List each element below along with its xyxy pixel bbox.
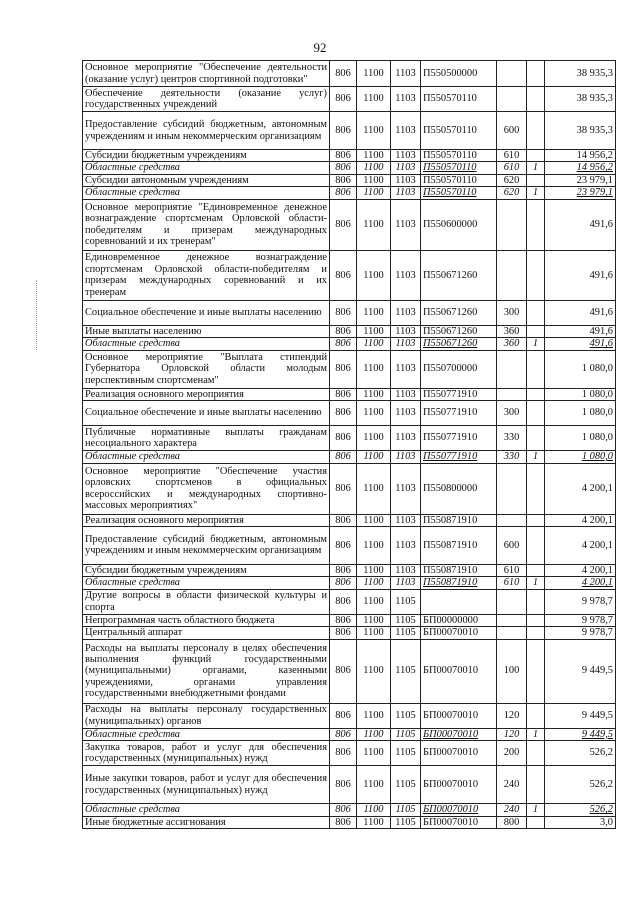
target-article-cell: П550570110 <box>421 174 497 186</box>
section-code-cell: 1100 <box>357 250 391 300</box>
row-name-cell: Закупка товаров, работ и услуг для обеспечения государственных (муниципальных) нужд <box>83 741 330 766</box>
ministry-code-cell: 806 <box>330 61 357 87</box>
subsection-code-cell: 1103 <box>391 564 421 576</box>
row-name-cell: Расходы на выплаты персоналу государственных (муниципальных) органов <box>83 703 330 728</box>
amount-cell: 9 978,7 <box>545 614 616 626</box>
funding-source-cell <box>527 703 545 728</box>
subsection-code-cell: 1103 <box>391 388 421 400</box>
target-article-cell: П550600000 <box>421 199 497 250</box>
row-name-cell: Социальное обеспечение и иные выплаты населению <box>83 300 330 325</box>
table-row <box>83 703 616 728</box>
row-name-cell: Субсидии бюджетным учреждениям <box>83 564 330 576</box>
row-name-cell: Областные средства <box>83 577 330 589</box>
ministry-code-cell: 806 <box>330 816 357 828</box>
expense-type-cell <box>497 627 527 639</box>
row-name-cell: Иные закупки товаров, работ и услуг для обеспечения государственных (муниципальных) нужд <box>83 766 330 804</box>
section-code-cell: 1100 <box>357 325 391 337</box>
funding-source-cell <box>527 816 545 828</box>
funding-source-cell <box>527 174 545 186</box>
subsection-code-cell: 1103 <box>391 401 421 426</box>
amount-cell: 4 200,1 <box>545 577 616 589</box>
row-name-cell: Другие вопросы в области физической культуры и спорта <box>83 589 330 614</box>
amount-cell: 491,6 <box>545 325 616 337</box>
target-article-cell: П550671260 <box>421 300 497 325</box>
ministry-code-cell: 806 <box>330 338 357 350</box>
row-name-cell: Обеспечение деятельности (оказание услуг) государственных учреждений <box>83 87 330 112</box>
funding-source-cell: 1 <box>527 162 545 174</box>
amount-cell: 4 200,1 <box>545 564 616 576</box>
table-row <box>83 627 616 639</box>
ministry-code-cell: 806 <box>330 150 357 162</box>
target-article-cell: П550500000 <box>421 61 497 87</box>
ministry-code-cell: 806 <box>330 741 357 766</box>
subsection-code-cell: 1103 <box>391 350 421 388</box>
expense-type-cell: 610 <box>497 564 527 576</box>
ministry-code-cell: 806 <box>330 614 357 626</box>
section-code-cell: 1100 <box>357 150 391 162</box>
row-name-cell: Реализация основного мероприятия <box>83 388 330 400</box>
amount-cell: 1 080,0 <box>545 388 616 400</box>
expense-type-cell: 330 <box>497 451 527 463</box>
row-name-cell: Непрограммная часть областного бюджета <box>83 614 330 626</box>
ministry-code-cell: 806 <box>330 804 357 816</box>
amount-cell: 9 449,5 <box>545 703 616 728</box>
expense-type-cell <box>497 61 527 87</box>
row-name-cell: Иные выплаты населению <box>83 325 330 337</box>
table-row <box>83 87 616 112</box>
table-row <box>83 577 616 589</box>
ministry-code-cell: 806 <box>330 199 357 250</box>
subsection-code-cell: 1105 <box>391 703 421 728</box>
target-article-cell: П550771910 <box>421 401 497 426</box>
table-row <box>83 426 616 451</box>
table-row <box>83 614 616 626</box>
funding-source-cell <box>527 639 545 703</box>
subsection-code-cell: 1103 <box>391 300 421 325</box>
target-article-cell: БП00070010 <box>421 804 497 816</box>
expense-type-cell <box>497 514 527 526</box>
subsection-code-cell: 1103 <box>391 162 421 174</box>
table-row <box>83 162 616 174</box>
funding-source-cell <box>527 325 545 337</box>
expense-type-cell <box>497 87 527 112</box>
amount-cell: 4 200,1 <box>545 526 616 564</box>
target-article-cell <box>421 589 497 614</box>
row-name-cell: Центральный аппарат <box>83 627 330 639</box>
ministry-code-cell: 806 <box>330 162 357 174</box>
section-code-cell: 1100 <box>357 401 391 426</box>
row-name-cell: Основное мероприятие "Обеспечение деятельности (оказание услуг) центров спортивной подготовки" <box>83 61 330 87</box>
ministry-code-cell: 806 <box>330 87 357 112</box>
target-article-cell: БП00070010 <box>421 766 497 804</box>
subsection-code-cell: 1103 <box>391 112 421 150</box>
target-article-cell: БП00070010 <box>421 741 497 766</box>
ministry-code-cell: 806 <box>330 639 357 703</box>
expense-type-cell: 200 <box>497 741 527 766</box>
section-code-cell: 1100 <box>357 350 391 388</box>
subsection-code-cell: 1103 <box>391 451 421 463</box>
subsection-code-cell: 1105 <box>391 766 421 804</box>
target-article-cell: БП00000000 <box>421 614 497 626</box>
funding-source-cell <box>527 463 545 514</box>
table-row <box>83 728 616 740</box>
funding-source-cell <box>527 61 545 87</box>
expense-type-cell <box>497 388 527 400</box>
table-row <box>83 514 616 526</box>
table-row <box>83 300 616 325</box>
expense-type-cell: 620 <box>497 174 527 186</box>
ministry-code-cell: 806 <box>330 766 357 804</box>
target-article-cell: П550800000 <box>421 463 497 514</box>
ministry-code-cell: 806 <box>330 388 357 400</box>
expense-type-cell: 360 <box>497 338 527 350</box>
subsection-code-cell: 1103 <box>391 514 421 526</box>
funding-source-cell: 1 <box>527 338 545 350</box>
ministry-code-cell: 806 <box>330 564 357 576</box>
target-article-cell: П550771910 <box>421 426 497 451</box>
expense-type-cell: 360 <box>497 325 527 337</box>
row-name-cell: Областные средства <box>83 804 330 816</box>
table-row <box>83 388 616 400</box>
section-code-cell: 1100 <box>357 87 391 112</box>
funding-source-cell <box>527 766 545 804</box>
expense-type-cell: 610 <box>497 577 527 589</box>
target-article-cell: П550771910 <box>421 451 497 463</box>
subsection-code-cell: 1103 <box>391 150 421 162</box>
row-name-cell: Областные средства <box>83 187 330 199</box>
target-article-cell: П550871910 <box>421 577 497 589</box>
subsection-code-cell: 1103 <box>391 577 421 589</box>
section-code-cell: 1100 <box>357 627 391 639</box>
table-row <box>83 112 616 150</box>
subsection-code-cell: 1103 <box>391 199 421 250</box>
amount-cell: 491,6 <box>545 300 616 325</box>
expense-type-cell <box>497 589 527 614</box>
expense-type-cell: 330 <box>497 426 527 451</box>
funding-source-cell <box>527 250 545 300</box>
section-code-cell: 1100 <box>357 804 391 816</box>
section-code-cell: 1100 <box>357 388 391 400</box>
target-article-cell: БП00070010 <box>421 639 497 703</box>
amount-cell: 1 080,0 <box>545 350 616 388</box>
row-name-cell: Основное мероприятие "Обеспечение участия орловских спортсменов в официальных всероссийских и международных спортивно-массовых мероприятиях" <box>83 463 330 514</box>
ministry-code-cell: 806 <box>330 589 357 614</box>
target-article-cell: БП00070010 <box>421 703 497 728</box>
amount-cell: 4 200,1 <box>545 514 616 526</box>
expense-type-cell <box>497 614 527 626</box>
section-code-cell: 1100 <box>357 766 391 804</box>
funding-source-cell <box>527 87 545 112</box>
target-article-cell: П550671260 <box>421 325 497 337</box>
amount-cell: 526,2 <box>545 766 616 804</box>
table-row <box>83 639 616 703</box>
section-code-cell: 1100 <box>357 526 391 564</box>
expense-type-cell <box>497 250 527 300</box>
row-name-cell: Субсидии автономным учреждениям <box>83 174 330 186</box>
funding-source-cell: 1 <box>527 577 545 589</box>
row-name-cell: Субсидии бюджетным учреждениям <box>83 150 330 162</box>
subsection-code-cell: 1103 <box>391 187 421 199</box>
target-article-cell: БП00070010 <box>421 627 497 639</box>
table-row <box>83 451 616 463</box>
subsection-code-cell: 1103 <box>391 174 421 186</box>
expense-type-cell: 240 <box>497 804 527 816</box>
amount-cell: 491,6 <box>545 338 616 350</box>
table-row <box>83 174 616 186</box>
funding-source-cell <box>527 627 545 639</box>
row-name-cell: Предоставление субсидий бюджетным, автономным учреждениям и иным некоммерческим организациям <box>83 526 330 564</box>
target-article-cell: П550570110 <box>421 87 497 112</box>
table-row <box>83 61 616 87</box>
amount-cell: 23 979,1 <box>545 187 616 199</box>
section-code-cell: 1100 <box>357 300 391 325</box>
expense-type-cell: 610 <box>497 150 527 162</box>
row-name-cell: Публичные нормативные выплаты гражданам несоциального характера <box>83 426 330 451</box>
expense-type-cell: 600 <box>497 112 527 150</box>
funding-source-cell <box>527 112 545 150</box>
expense-type-cell: 600 <box>497 526 527 564</box>
section-code-cell: 1100 <box>357 162 391 174</box>
table-row <box>83 350 616 388</box>
row-name-cell: Иные бюджетные ассигнования <box>83 816 330 828</box>
ministry-code-cell: 806 <box>330 728 357 740</box>
table-row <box>83 564 616 576</box>
ministry-code-cell: 806 <box>330 300 357 325</box>
ministry-code-cell: 806 <box>330 514 357 526</box>
target-article-cell: П550700000 <box>421 350 497 388</box>
ministry-code-cell: 806 <box>330 577 357 589</box>
ministry-code-cell: 806 <box>330 526 357 564</box>
ministry-code-cell: 806 <box>330 703 357 728</box>
row-name-cell: Основное мероприятие "Выплата стипендий Губернатора Орловской области молодым перспективным спортсменам" <box>83 350 330 388</box>
subsection-code-cell: 1105 <box>391 741 421 766</box>
amount-cell: 38 935,3 <box>545 112 616 150</box>
target-article-cell: П550871910 <box>421 564 497 576</box>
section-code-cell: 1100 <box>357 514 391 526</box>
section-code-cell: 1100 <box>357 174 391 186</box>
table-row <box>83 766 616 804</box>
amount-cell: 526,2 <box>545 741 616 766</box>
section-code-cell: 1100 <box>357 577 391 589</box>
amount-cell: 4 200,1 <box>545 463 616 514</box>
subsection-code-cell: 1103 <box>391 463 421 514</box>
ministry-code-cell: 806 <box>330 325 357 337</box>
funding-source-cell <box>527 614 545 626</box>
subsection-code-cell: 1105 <box>391 639 421 703</box>
section-code-cell: 1100 <box>357 199 391 250</box>
amount-cell: 23 979,1 <box>545 174 616 186</box>
table-row <box>83 250 616 300</box>
amount-cell: 1 080,0 <box>545 401 616 426</box>
funding-source-cell: 1 <box>527 187 545 199</box>
expense-type-cell: 620 <box>497 187 527 199</box>
amount-cell: 9 449,5 <box>545 728 616 740</box>
row-name-cell: Основное мероприятие "Единовременное денежное вознаграждение спортсменам Орловской области-победителям и призерам международных соревнований и их тренерам" <box>83 199 330 250</box>
section-code-cell: 1100 <box>357 426 391 451</box>
target-article-cell: П550671260 <box>421 338 497 350</box>
target-article-cell: П550570110 <box>421 112 497 150</box>
expense-type-cell <box>497 199 527 250</box>
ministry-code-cell: 806 <box>330 463 357 514</box>
expense-type-cell: 120 <box>497 728 527 740</box>
amount-cell: 491,6 <box>545 199 616 250</box>
section-code-cell: 1100 <box>357 564 391 576</box>
subsection-code-cell: 1103 <box>391 526 421 564</box>
funding-source-cell <box>527 350 545 388</box>
section-code-cell: 1100 <box>357 589 391 614</box>
ministry-code-cell: 806 <box>330 250 357 300</box>
subsection-code-cell: 1103 <box>391 87 421 112</box>
section-code-cell: 1100 <box>357 463 391 514</box>
subsection-code-cell: 1105 <box>391 816 421 828</box>
table-row <box>83 526 616 564</box>
budget-table <box>82 60 616 829</box>
section-code-cell: 1100 <box>357 187 391 199</box>
ministry-code-cell: 806 <box>330 187 357 199</box>
target-article-cell: П550570110 <box>421 162 497 174</box>
row-name-cell: Реализация основного мероприятия <box>83 514 330 526</box>
amount-cell: 526,2 <box>545 804 616 816</box>
table-row <box>83 338 616 350</box>
table-row <box>83 589 616 614</box>
funding-source-cell <box>527 741 545 766</box>
margin-binding-mark <box>36 280 38 350</box>
amount-cell: 1 080,0 <box>545 451 616 463</box>
table-row <box>83 199 616 250</box>
table-row <box>83 325 616 337</box>
funding-source-cell <box>527 401 545 426</box>
section-code-cell: 1100 <box>357 816 391 828</box>
row-name-cell: Расходы на выплаты персоналу в целях обеспечения выполнения функций государственными (муниципальными) органами, казенными учреждениями, органами управления государственными внебюджетными фондами <box>83 639 330 703</box>
section-code-cell: 1100 <box>357 61 391 87</box>
amount-cell: 1 080,0 <box>545 426 616 451</box>
amount-cell: 491,6 <box>545 250 616 300</box>
funding-source-cell <box>527 300 545 325</box>
funding-source-cell <box>527 514 545 526</box>
ministry-code-cell: 806 <box>330 451 357 463</box>
amount-cell: 3,0 <box>545 816 616 828</box>
row-name-cell: Областные средства <box>83 338 330 350</box>
amount-cell: 9 978,7 <box>545 589 616 614</box>
ministry-code-cell: 806 <box>330 350 357 388</box>
section-code-cell: 1100 <box>357 741 391 766</box>
section-code-cell: 1100 <box>357 451 391 463</box>
target-article-cell: П550570110 <box>421 187 497 199</box>
funding-source-cell: 1 <box>527 804 545 816</box>
subsection-code-cell: 1105 <box>391 804 421 816</box>
amount-cell: 14 956,2 <box>545 162 616 174</box>
row-name-cell: Социальное обеспечение и иные выплаты населению <box>83 401 330 426</box>
subsection-code-cell: 1105 <box>391 627 421 639</box>
table-body <box>83 61 616 829</box>
funding-source-cell <box>527 589 545 614</box>
table-row <box>83 741 616 766</box>
ministry-code-cell: 806 <box>330 627 357 639</box>
expense-type-cell: 300 <box>497 300 527 325</box>
funding-source-cell <box>527 426 545 451</box>
funding-source-cell <box>527 199 545 250</box>
expense-type-cell: 240 <box>497 766 527 804</box>
section-code-cell: 1100 <box>357 703 391 728</box>
subsection-code-cell: 1103 <box>391 250 421 300</box>
row-name-cell: Областные средства <box>83 451 330 463</box>
subsection-code-cell: 1103 <box>391 325 421 337</box>
funding-source-cell <box>527 526 545 564</box>
amount-cell: 38 935,3 <box>545 61 616 87</box>
table-row <box>83 150 616 162</box>
target-article-cell: П550871910 <box>421 514 497 526</box>
amount-cell: 14 956,2 <box>545 150 616 162</box>
section-code-cell: 1100 <box>357 338 391 350</box>
section-code-cell: 1100 <box>357 728 391 740</box>
section-code-cell: 1100 <box>357 112 391 150</box>
row-name-cell: Областные средства <box>83 728 330 740</box>
target-article-cell: БП00070010 <box>421 728 497 740</box>
target-article-cell: П550871910 <box>421 526 497 564</box>
ministry-code-cell: 806 <box>330 401 357 426</box>
row-name-cell: Областные средства <box>83 162 330 174</box>
target-article-cell: П550771910 <box>421 388 497 400</box>
subsection-code-cell: 1105 <box>391 614 421 626</box>
amount-cell: 38 935,3 <box>545 87 616 112</box>
funding-source-cell <box>527 388 545 400</box>
table-row <box>83 187 616 199</box>
target-article-cell: П550570110 <box>421 150 497 162</box>
table-row <box>83 804 616 816</box>
section-code-cell: 1100 <box>357 614 391 626</box>
page-number: 92 <box>313 40 327 55</box>
funding-source-cell <box>527 564 545 576</box>
expense-type-cell: 610 <box>497 162 527 174</box>
funding-source-cell: 1 <box>527 451 545 463</box>
table-row <box>83 463 616 514</box>
subsection-code-cell: 1105 <box>391 589 421 614</box>
expense-type-cell <box>497 463 527 514</box>
expense-type-cell: 100 <box>497 639 527 703</box>
subsection-code-cell: 1105 <box>391 728 421 740</box>
ministry-code-cell: 806 <box>330 426 357 451</box>
funding-source-cell: 1 <box>527 728 545 740</box>
expense-type-cell <box>497 350 527 388</box>
expense-type-cell: 300 <box>497 401 527 426</box>
table-row <box>83 816 616 828</box>
subsection-code-cell: 1103 <box>391 61 421 87</box>
subsection-code-cell: 1103 <box>391 338 421 350</box>
expense-type-cell: 800 <box>497 816 527 828</box>
target-article-cell: П550671260 <box>421 250 497 300</box>
section-code-cell: 1100 <box>357 639 391 703</box>
amount-cell: 9 449,5 <box>545 639 616 703</box>
ministry-code-cell: 806 <box>330 112 357 150</box>
row-name-cell: Единовременное денежное вознаграждение спортсменам Орловской области-победителям и призерам международных соревнований и их тренерам <box>83 250 330 300</box>
amount-cell: 9 978,7 <box>545 627 616 639</box>
target-article-cell: БП00070010 <box>421 816 497 828</box>
ministry-code-cell: 806 <box>330 174 357 186</box>
subsection-code-cell: 1103 <box>391 426 421 451</box>
row-name-cell: Предоставление субсидий бюджетным, автономным учреждениям и иным некоммерческим организациям <box>83 112 330 150</box>
table-row <box>83 401 616 426</box>
funding-source-cell <box>527 150 545 162</box>
expense-type-cell: 120 <box>497 703 527 728</box>
